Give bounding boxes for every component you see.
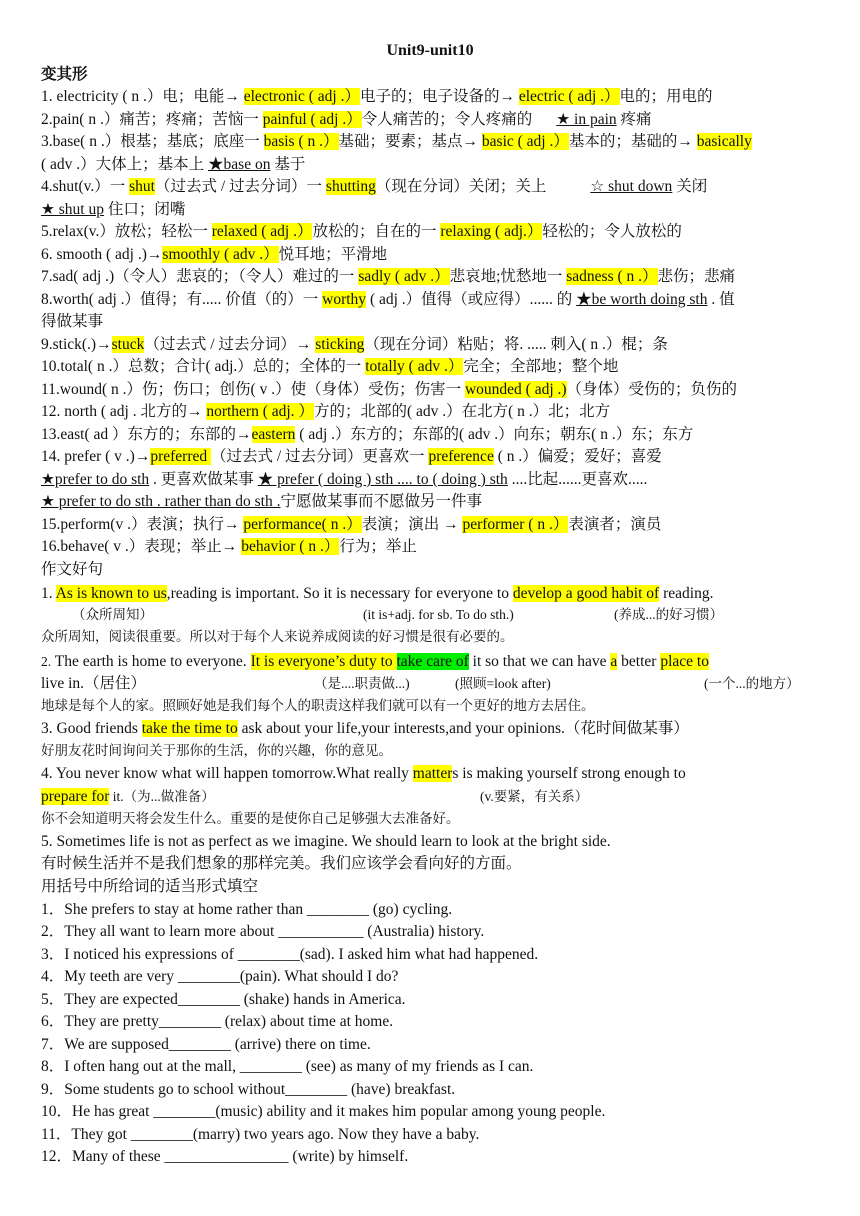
form-line-2: 2.pain( n .）痛苦；疼痛；苦恼一 painful ( adj .）令人痛苦的；令人疼痛的 ★ in pain 疼痛 xyxy=(41,111,652,128)
sentence-4b: prepare for it.（为...做准备） xyxy=(41,788,215,805)
highlight: a xyxy=(610,653,618,670)
form-line-14b: ★prefer to do sth . 更喜欢做某事 ★ prefer ( doing ) sth .... to ( doing ) sth ....比起......更喜欢..... xyxy=(41,471,648,488)
sentence-2-translation: 地球是每个人的家。照顾好她是我们每个人的职责这样我们就可以有一个更好的地方去居住。 xyxy=(41,698,595,713)
form-line-1: 1. electricity ( n .）电；电能→ electronic ( adj .）电子的；电子设备的→ electric ( adj .）电的；用电的 xyxy=(41,88,713,105)
sentence-2-note-3: (一个...的地方） xyxy=(704,676,800,691)
phrase-underlined: ★ prefer to do sth . rather than do sth . xyxy=(41,493,281,510)
sentence-1-note-2: (it is+adj. for sb. To do sth.) xyxy=(363,607,514,622)
highlight: As is known to us xyxy=(55,585,167,602)
form-line-16: 16.behave( v .）表现；举止→ behavior ( n .）行为；举止 xyxy=(41,538,417,555)
sentence-4-note: (v.要紧，有关系） xyxy=(480,789,589,804)
form-line-3: 3.base( n .）根基；基底；底座一 basis ( n .）基础；要素；基点→ basic ( adj .）基本的；基础的→ basically xyxy=(41,133,752,150)
highlight: take the time to xyxy=(141,720,238,737)
highlight: painful ( adj .） xyxy=(262,111,362,128)
highlight: develop a good habit of xyxy=(512,585,660,602)
form-line-7: 7.sad( adj .)（令人）悲哀的；（令人）难过的一 sadly ( adv .）悲哀地;忧愁地一 sadness ( n .）悲伤；悲痛 xyxy=(41,268,736,285)
sentence-4-translation: 你不会知道明天将会发生什么。重要的是使你自己足够强大去准备好。 xyxy=(41,811,460,826)
sentence-1-note-1: （众所周知） xyxy=(72,607,153,622)
form-line-8: 8.worth( adj .）值得；有..... 价值（的）一 worthy ( adj .）值得（或应得）...... 的 ★be worth doing sth . 值 xyxy=(41,291,735,308)
highlight: sadness ( n .） xyxy=(566,268,658,285)
exercise-item: 2．They all want to learn more about ___________ (Australia) history. xyxy=(41,923,485,940)
section-heading-forms: 变其形 xyxy=(41,66,88,83)
form-line-4b: ★ shut up 住口；闭嘴 xyxy=(41,201,186,218)
highlight: worthy xyxy=(322,291,367,308)
section-heading-exercise: 用括号中所给词的适当形式填空 xyxy=(41,878,259,895)
section-heading-phrases: 作文好句 xyxy=(41,561,104,578)
form-line-10: 10.total( n .）总数；合计( adj.）总的；全体的一 totally ( adv .）完全；全部地；整个地 xyxy=(41,358,619,375)
highlight: basis ( n .） xyxy=(263,133,339,150)
form-line-6: 6. smooth ( adj .)→smoothly ( adv .）悦耳地；平滑地 xyxy=(41,246,388,263)
sentence-2-note-2: (照顾=look after) xyxy=(455,676,551,691)
form-line-8b: 得做某事 xyxy=(41,313,104,330)
form-line-4: 4.shut(v.）一 shut（过去式 / 过去分词）一 shutting（现在分词）关闭；关上 ☆ shut down 关闭 xyxy=(41,178,708,195)
form-line-12: 12. north ( adj . 北方的→ northern ( adj. ）方的；北部的( adv .）在北方( n .）北；北方 xyxy=(41,403,611,420)
form-line-3b: ( adv .）大体上；基本上 ★base on 基于 xyxy=(41,156,306,173)
highlight: eastern xyxy=(251,426,296,443)
form-line-14: 14. prefer ( v .)→preferred （过去式 / 过去分词）更喜欢一 preference ( n .）偏爱；爱好；喜爱 xyxy=(41,448,662,465)
exercise-item: 3．I noticed his expressions of ________(sad). I asked him what had happened. xyxy=(41,946,539,963)
sentence-4: 4. You never know what will happen tomorrow.What really matters is making yourself strong enough to xyxy=(41,765,686,782)
form-line-9: 9.stick(.)→stuck（过去式 / 过去分词）→ sticking（现在分词）粘贴；将. ..... 刺入( n .）棍；条 xyxy=(41,336,668,353)
highlight: performer ( n .） xyxy=(462,516,569,533)
highlight: matter xyxy=(412,765,453,782)
highlight: wounded ( adj .) xyxy=(464,381,567,398)
phrase-underlined: ★ in pain xyxy=(556,111,617,128)
sentence-2b: live in.（居住） xyxy=(41,675,147,692)
sentence-3: 3. Good friends take the time to ask about your life,your interests,and your opinions.（花时间做某事） xyxy=(41,720,689,737)
exercise-item: 5．They are expected________ (shake) hands in America. xyxy=(41,991,406,1008)
highlight: electronic ( adj .） xyxy=(243,88,360,105)
highlight: sadly ( adv .） xyxy=(358,268,450,285)
highlight: sticking xyxy=(315,336,365,353)
exercise-item: 4．My teeth are very ________(pain). What should I do? xyxy=(41,968,399,985)
highlight: basic ( adj .） xyxy=(481,133,569,150)
highlight: preference xyxy=(428,448,494,465)
exercise-item: 10．He has great ________(music) ability and it makes him popular among young people. xyxy=(41,1103,606,1120)
sentence-3-translation: 好朋友花时间询问关于那你的生活，你的兴趣，你的意见。 xyxy=(41,743,392,758)
phrase-underlined: ★be worth doing sth xyxy=(576,291,708,308)
highlight: shut xyxy=(129,178,155,195)
exercise-item: 7．We are supposed________ (arrive) there on time. xyxy=(41,1036,371,1053)
highlight: relaxing ( adj.） xyxy=(440,223,543,240)
highlight: place to xyxy=(660,653,709,670)
highlight: electric ( adj .） xyxy=(518,88,620,105)
highlight: smoothly ( adv .） xyxy=(162,246,279,263)
sentence-5: 5. Sometimes life is not as perfect as we imagine. We should learn to look at the bright side. xyxy=(41,833,611,850)
form-line-15: 15.perform(v .）表演；执行→ performance( n .）表演；演出 → performer ( n .）表演者；演员 xyxy=(41,516,662,533)
sentence-2-note-1: （是....职责做...) xyxy=(314,676,410,691)
document-title: Unit9-unit10 xyxy=(386,42,474,59)
sentence-5-translation: 有时候生活并不是我们想象的那样完美。我们应该学会看向好的方面。 xyxy=(41,855,522,872)
highlight-green: take care of xyxy=(396,653,469,670)
sentence-1-translation: 众所周知，阅读很重要。所以对于每个人来说养成阅读的好习惯是很有必要的。 xyxy=(41,629,514,644)
phrase-underlined: ★ shut up xyxy=(41,201,104,218)
form-line-5: 5.relax(v.）放松；轻松一 relaxed ( adj .）放松的；自在的一 relaxing ( adj.）轻松的；令人放松的 xyxy=(41,223,682,240)
sentence-1: 1. As is known to us,reading is important. So it is necessary for everyone to develop a good habit of reading. xyxy=(41,585,714,602)
sentence-2: 2. The earth is home to everyone. It is everyone’s duty to take care of it so that we can have a better place to xyxy=(41,653,709,670)
phrase-underlined: ☆ shut down xyxy=(590,178,673,195)
highlight: totally ( adv .） xyxy=(365,358,464,375)
exercise-item: 12．Many of these ________________ (write) by himself. xyxy=(41,1148,409,1165)
phrase-underlined: ★ prefer ( doing ) sth .... to ( doing ) sth xyxy=(257,471,508,488)
phrase-underlined: ★prefer to do sth xyxy=(41,471,150,488)
exercise-item: 9．Some students go to school without________ (have) breakfast. xyxy=(41,1081,456,1098)
highlight: behavior ( n .） xyxy=(241,538,340,555)
form-line-13: 13.east( ad ）东方的；东部的→eastern ( adj .）东方的；东部的( adv .）向东；朝东( n .）东；东方 xyxy=(41,426,694,443)
highlight: basically xyxy=(696,133,752,150)
highlight: performance( n .） xyxy=(243,516,362,533)
exercise-item: 8．I often hang out at the mall, ________ (see) as many of my friends as I can. xyxy=(41,1058,534,1075)
highlight: stuck xyxy=(111,336,145,353)
exercise-item: 6．They are pretty________ (relax) about time at home. xyxy=(41,1013,394,1030)
highlight: northern ( adj. ） xyxy=(206,403,314,420)
highlight: shutting xyxy=(325,178,376,195)
highlight: relaxed ( adj .） xyxy=(211,223,313,240)
sentence-1-note-3: (养成...的好习惯） xyxy=(614,607,724,622)
highlight: It is everyone’s duty to xyxy=(250,653,397,670)
highlight: prepare for xyxy=(41,788,110,805)
exercise-item: 1．She prefers to stay at home rather than ________ (go) cycling. xyxy=(41,901,453,918)
exercise-item: 11．They got ________(marry) two years ago. Now they have a baby. xyxy=(41,1126,480,1143)
highlight: preferred xyxy=(150,448,211,465)
phrase-underlined: ★base on xyxy=(208,156,271,173)
form-line-14c: ★ prefer to do sth . rather than do sth .宁愿做某事而不愿做另一件事 xyxy=(41,493,482,510)
form-line-11: 11.wound( n .）伤；伤口；创伤( v .）使（身体）受伤；伤害一 wounded ( adj .)（身体）受伤的；负伤的 xyxy=(41,381,738,398)
